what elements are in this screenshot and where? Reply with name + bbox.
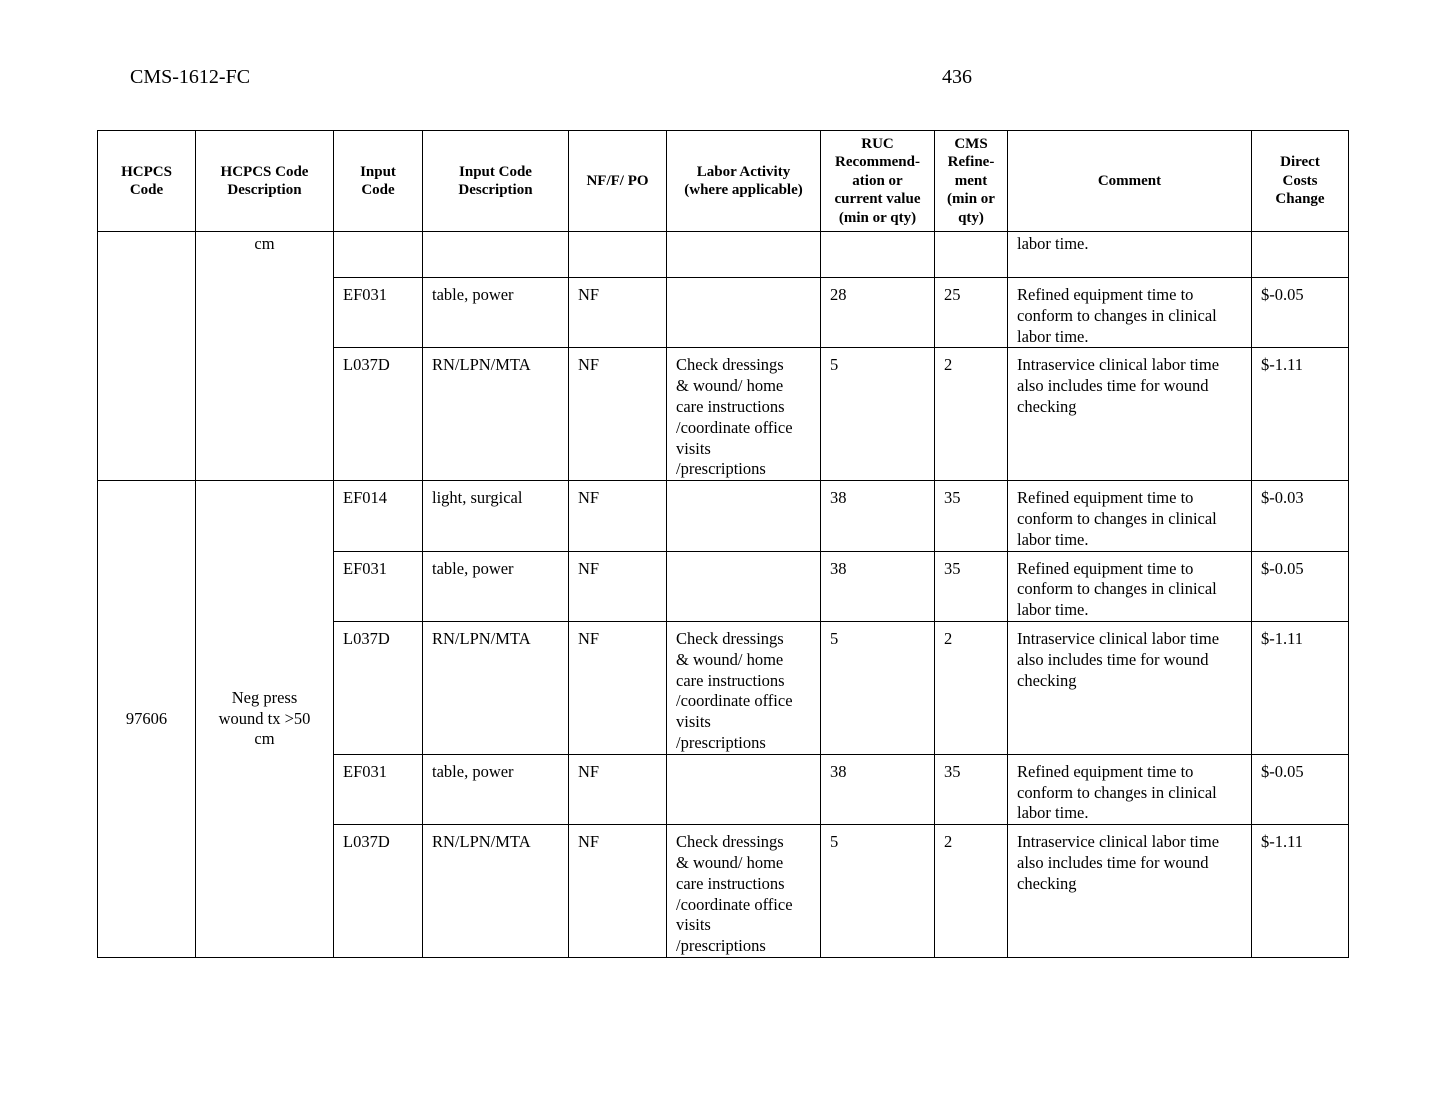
col-header-input-description: Input Code Description [423, 131, 569, 232]
hcpcs-code-cell [98, 232, 196, 481]
page-number: 436 [942, 66, 972, 88]
labor-activity-cell [667, 754, 821, 824]
labor-activity-cell [667, 481, 821, 551]
direct-costs-cell: $-1.11 [1252, 621, 1349, 754]
comment-cell: Intraservice clinical labor time also includes time for wound checking [1008, 825, 1252, 958]
input-code-cell: L037D [334, 348, 423, 481]
comment-cell: labor time. [1008, 232, 1252, 278]
table-row [98, 481, 1349, 551]
input-description-cell: RN/LPN/MTA [423, 825, 569, 958]
cms-cell: 2 [935, 825, 1008, 958]
input-description-cell: RN/LPN/MTA [423, 621, 569, 754]
direct-costs-cell: $-1.11 [1252, 825, 1349, 958]
nf-cell: NF [569, 754, 667, 824]
input-code-cell: EF031 [334, 754, 423, 824]
input-description-cell: table, power [423, 278, 569, 348]
direct-costs-cell: $-0.05 [1252, 754, 1349, 824]
cms-cell: 35 [935, 754, 1008, 824]
input-code-cell [334, 232, 423, 278]
col-header-direct-costs-change: Direct Costs Change [1252, 131, 1349, 232]
input-description-cell: light, surgical [423, 481, 569, 551]
nf-cell: NF [569, 481, 667, 551]
input-description-cell: RN/LPN/MTA [423, 348, 569, 481]
input-code-cell: EF031 [334, 278, 423, 348]
direct-costs-cell [1252, 232, 1349, 278]
nf-cell: NF [569, 825, 667, 958]
input-code-cell: L037D [334, 825, 423, 958]
ruc-cell: 28 [821, 278, 935, 348]
cms-cell: 35 [935, 551, 1008, 621]
labor-activity-cell [667, 232, 821, 278]
cms-cell: 25 [935, 278, 1008, 348]
cms-cell [935, 232, 1008, 278]
ruc-cell: 5 [821, 348, 935, 481]
ruc-cell [821, 232, 935, 278]
direct-costs-cell: $-0.05 [1252, 551, 1349, 621]
labor-activity-cell [667, 551, 821, 621]
input-code-cell: L037D [334, 621, 423, 754]
ruc-cell: 5 [821, 621, 935, 754]
comment-cell: Refined equipment time to conform to changes in clinical labor time. [1008, 754, 1252, 824]
table-header-row [98, 131, 1349, 232]
nf-cell: NF [569, 621, 667, 754]
col-header-cms-refinement: CMS Refine- ment (min or qty) [935, 131, 1008, 232]
direct-costs-table [97, 130, 1349, 958]
cms-cell: 2 [935, 348, 1008, 481]
comment-cell: Refined equipment time to conform to changes in clinical labor time. [1008, 278, 1252, 348]
ruc-cell: 5 [821, 825, 935, 958]
comment-cell: Intraservice clinical labor time also includes time for wound checking [1008, 621, 1252, 754]
nf-cell: NF [569, 348, 667, 481]
cms-cell: 35 [935, 481, 1008, 551]
ruc-cell: 38 [821, 754, 935, 824]
col-header-ruc-recommendation: RUC Recommend- ation or current value (min or qty) [821, 131, 935, 232]
col-header-input-code: Input Code [334, 131, 423, 232]
col-header-hcpcs-code: HCPCS Code [98, 131, 196, 232]
hcpcs-description-cell: Neg press wound tx >50 cm [196, 481, 334, 958]
labor-activity-cell: Check dressings & wound/ home care instructions /coordinate office visits /prescriptions [667, 825, 821, 958]
input-description-cell: table, power [423, 754, 569, 824]
nf-cell: NF [569, 278, 667, 348]
direct-costs-cell: $-0.03 [1252, 481, 1349, 551]
cms-cell: 2 [935, 621, 1008, 754]
input-description-cell: table, power [423, 551, 569, 621]
comment-cell: Intraservice clinical labor time also includes time for wound checking [1008, 348, 1252, 481]
ruc-cell: 38 [821, 551, 935, 621]
input-code-cell: EF014 [334, 481, 423, 551]
table-row [98, 232, 1349, 278]
direct-costs-cell: $-0.05 [1252, 278, 1349, 348]
input-code-cell: EF031 [334, 551, 423, 621]
labor-activity-cell: Check dressings & wound/ home care instructions /coordinate office visits /prescriptions [667, 621, 821, 754]
hcpcs-description-cell: cm [196, 232, 334, 481]
comment-cell: Refined equipment time to conform to changes in clinical labor time. [1008, 551, 1252, 621]
ruc-cell: 38 [821, 481, 935, 551]
input-description-cell [423, 232, 569, 278]
col-header-labor-activity: Labor Activity (where applicable) [667, 131, 821, 232]
comment-cell: Refined equipment time to conform to changes in clinical labor time. [1008, 481, 1252, 551]
labor-activity-cell: Check dressings & wound/ home care instructions /coordinate office visits /prescriptions [667, 348, 821, 481]
labor-activity-cell [667, 278, 821, 348]
col-header-nf-f-po: NF/F/ PO [569, 131, 667, 232]
hcpcs-code-cell: 97606 [98, 481, 196, 958]
col-header-hcpcs-description: HCPCS Code Description [196, 131, 334, 232]
nf-cell: NF [569, 551, 667, 621]
col-header-comment: Comment [1008, 131, 1252, 232]
direct-costs-cell: $-1.11 [1252, 348, 1349, 481]
document-id: CMS-1612-FC [130, 66, 251, 88]
nf-cell [569, 232, 667, 278]
